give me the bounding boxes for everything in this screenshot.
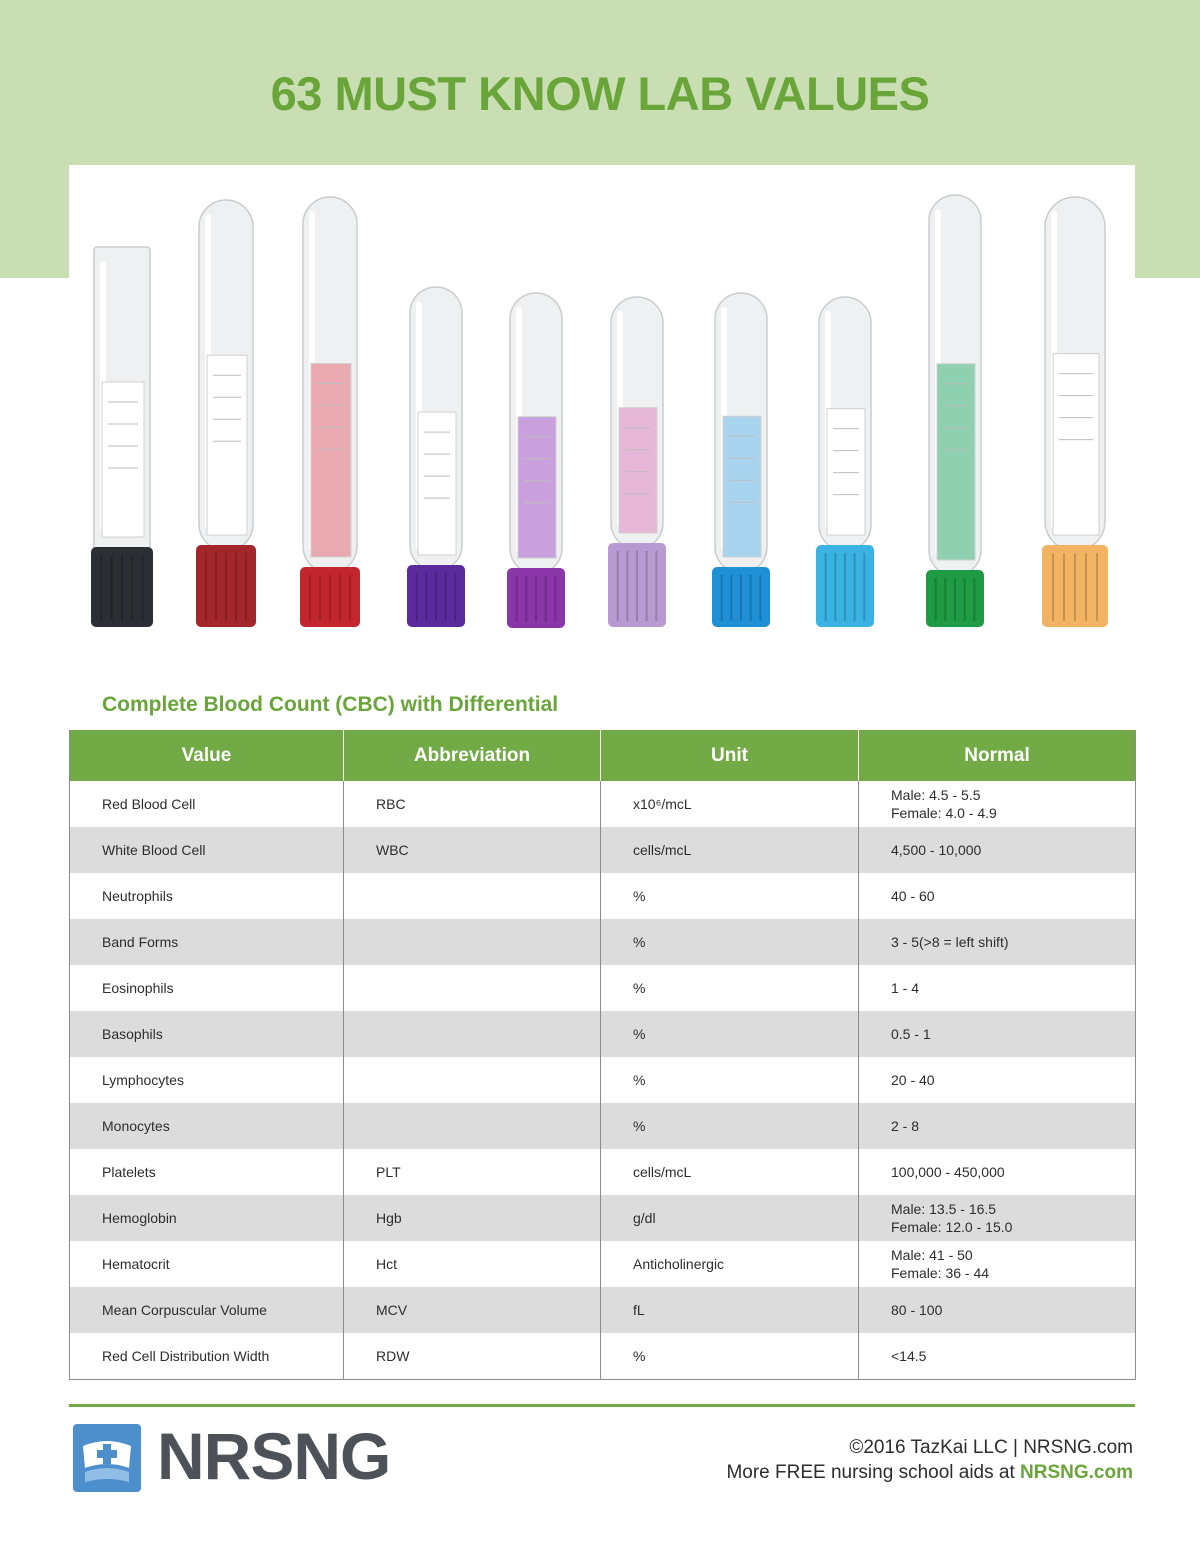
cell-value: Lymphocytes (102, 1072, 184, 1088)
blood-tubes-photo (69, 165, 1135, 645)
blood-tubes-illustration (69, 165, 1135, 645)
table-row (70, 919, 1136, 965)
cell-normal (859, 781, 1136, 827)
cell-value: White Blood Cell (70, 827, 344, 873)
cell-normal (859, 1057, 1136, 1103)
column-header-abbreviation: Abbreviation (344, 730, 601, 781)
cell-unit: % (601, 965, 859, 1011)
blood-tube (712, 293, 770, 627)
normal-line-1: Male: 41 - 50 (891, 1247, 973, 1263)
cell-value: Basophils (70, 1011, 344, 1057)
normal-line-1: <14.5 (891, 1348, 927, 1364)
normal-line-1: 4,500 - 10,000 (891, 842, 982, 858)
column-header-unit: Unit (601, 730, 859, 781)
cell-abbreviation: RDW (344, 1333, 601, 1380)
normal-line-1: 1 - 4 (891, 980, 920, 996)
cell-abbreviation (344, 919, 601, 965)
cell-unit: % (601, 1103, 859, 1149)
cell-normal (859, 919, 1136, 965)
blood-tube (300, 197, 360, 627)
cell-abbreviation: WBC (344, 827, 601, 873)
cell-normal (859, 965, 1136, 1011)
cell-unit: x10⁶/mcL (601, 781, 859, 827)
cell-unit: cells/mcL (601, 827, 859, 873)
cell-value: Neutrophils (102, 888, 173, 904)
cell-abbreviation (344, 965, 601, 1011)
normal-line-1: 20 - 40 (891, 1072, 935, 1088)
cell-value: Hematocrit (102, 1256, 170, 1272)
table-row (70, 1103, 1136, 1149)
blood-tube (816, 297, 874, 627)
cell-normal (859, 1195, 1136, 1241)
cell-normal (859, 1103, 1136, 1149)
cell-value: Platelets (102, 1164, 156, 1180)
cell-abbreviation (344, 1103, 601, 1149)
cell-normal (859, 873, 1136, 919)
cell-unit: % (601, 1011, 859, 1057)
cell-value: Band Forms (70, 919, 344, 965)
cell-value: Hemoglobin (70, 1195, 344, 1241)
blood-tube (196, 200, 256, 627)
cell-unit: % (601, 1057, 859, 1103)
normal-line-2: Female: 36 - 44 (891, 1265, 990, 1281)
cell-abbreviation: RBC (344, 781, 601, 827)
cell-normal (859, 1149, 1136, 1195)
table-row (70, 1195, 1136, 1241)
normal-line-2: Female: 12.0 - 15.0 (891, 1219, 1013, 1235)
cell-normal (859, 1333, 1136, 1380)
normal-line-1: 80 - 100 (891, 1302, 943, 1318)
normal-line-1: 100,000 - 450,000 (891, 1164, 1005, 1180)
cell-unit: g/dl (601, 1195, 859, 1241)
cell-unit: % (601, 919, 859, 965)
cell-normal (859, 1287, 1136, 1333)
cell-abbreviation: Hct (344, 1241, 601, 1287)
table-row (70, 781, 1136, 827)
table-row (70, 1333, 1136, 1380)
section-heading: Complete Blood Count (CBC) with Differential (102, 693, 559, 716)
cell-normal (859, 1011, 1136, 1057)
table-row (70, 1241, 1136, 1287)
tagline (726, 1462, 1133, 1484)
normal-line-1: 3 - 5(>8 = left shift) (891, 934, 1009, 950)
column-header-normal: Normal (859, 730, 1136, 781)
footer-divider (69, 1404, 1135, 1407)
cell-unit: cells/mcL (601, 1149, 859, 1195)
cell-normal (859, 1241, 1136, 1287)
cell-normal (859, 827, 1136, 873)
cell-unit: Anticholinergic (601, 1241, 859, 1287)
cell-unit: % (601, 873, 859, 919)
cell-abbreviation: Hgb (344, 1195, 601, 1241)
blood-tube (91, 247, 153, 627)
page-title: 63 MUST KNOW LAB VALUES (270, 67, 930, 120)
cell-unit: fL (601, 1287, 859, 1333)
lab-values-table (69, 730, 1136, 1380)
blood-tube (608, 297, 666, 627)
normal-line-1: Male: 13.5 - 16.5 (891, 1201, 997, 1217)
brand-logo-text: NRSNG (157, 1419, 391, 1493)
table-row (70, 1011, 1136, 1057)
normal-line-1: 40 - 60 (891, 888, 935, 904)
table-row (70, 965, 1136, 1011)
nurse-cap-cross-icon (73, 1424, 141, 1492)
normal-line-2: Female: 4.0 - 4.9 (891, 805, 997, 821)
cell-value: Monocytes (70, 1103, 344, 1149)
blood-tube (1042, 197, 1108, 627)
table-row (70, 1057, 1136, 1103)
cell-unit: % (601, 1333, 859, 1380)
cell-abbreviation: PLT (344, 1149, 601, 1195)
table-row (70, 873, 1136, 919)
cell-value: Red Cell Distribution Width (102, 1348, 270, 1364)
blood-tube (507, 293, 565, 628)
cell-abbreviation (344, 873, 601, 919)
table-row (70, 827, 1136, 873)
column-header-value: Value (70, 730, 344, 781)
normal-line-1: 0.5 - 1 (891, 1026, 931, 1042)
cell-value: Mean Corpuscular Volume (70, 1287, 344, 1333)
cell-abbreviation (344, 1011, 601, 1057)
tagline-prefix: More FREE nursing school aids at (726, 1462, 1021, 1483)
table-header-row (70, 730, 1136, 781)
cell-value: Red Blood Cell (102, 796, 196, 812)
normal-line-1: Male: 4.5 - 5.5 (891, 787, 981, 803)
cell-abbreviation (344, 1057, 601, 1103)
nrsng-link[interactable]: NRSNG.com (1020, 1462, 1133, 1483)
blood-tube (926, 195, 984, 627)
cell-abbreviation: MCV (344, 1287, 601, 1333)
normal-line-1: 2 - 8 (891, 1118, 920, 1134)
table-row (70, 1287, 1136, 1333)
table-row (70, 1149, 1136, 1195)
copyright-text: ©2016 TazKai LLC | NRSNG.com (849, 1437, 1133, 1458)
cell-value: Eosinophils (102, 980, 174, 996)
blood-tube (407, 287, 465, 627)
